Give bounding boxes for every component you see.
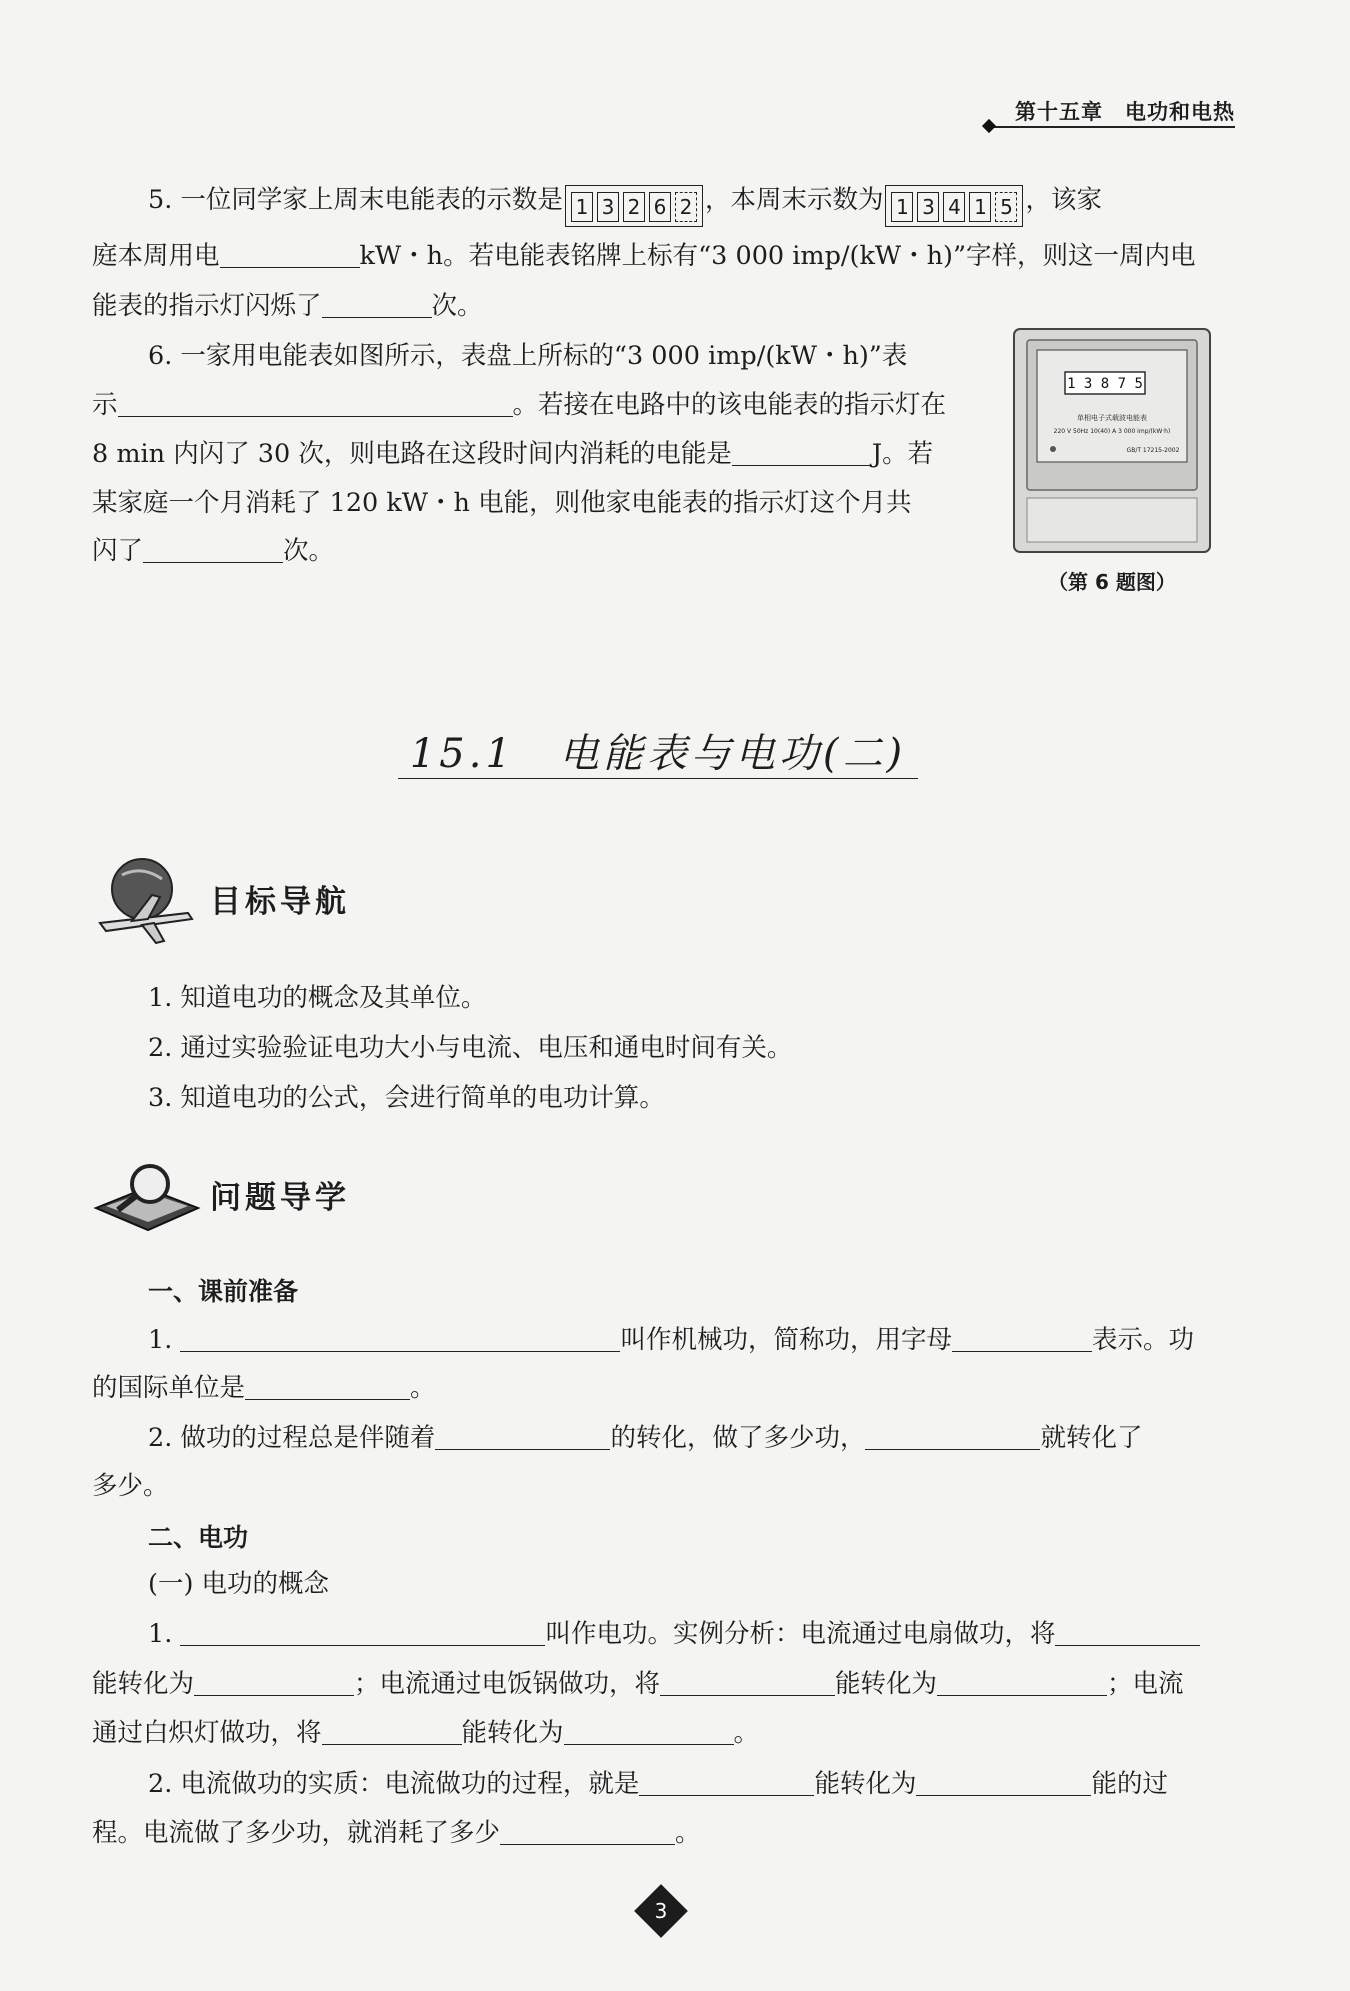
q6-line-3: 8 min 内闪了 30 次，则电路在这段时间内消耗的电能是 J。若	[92, 439, 934, 469]
answer-blank[interactable]	[639, 1769, 814, 1796]
work-line-4: 2. 电流做功的实质：电流做功的过程，就是 能转化为 能的过	[148, 1769, 1168, 1799]
answer-blank[interactable]	[220, 241, 360, 268]
digit: 3	[597, 192, 619, 222]
digit: 6	[649, 192, 671, 222]
answer-blank[interactable]	[500, 1818, 675, 1845]
answer-blank[interactable]	[194, 1669, 354, 1696]
subsection-title: (一) 电功的概念	[148, 1569, 330, 1599]
work-line-3: 通过白炽灯做功，将 能转化为 。	[92, 1718, 760, 1748]
answer-blank[interactable]	[937, 1669, 1107, 1696]
answer-blank[interactable]	[322, 1718, 462, 1745]
electricity-meter-icon	[1013, 328, 1211, 553]
goal-item: 1. 知道电功的概念及其单位。	[148, 983, 487, 1013]
goals-heading: 目标导航	[210, 884, 350, 920]
answer-blank[interactable]	[143, 536, 283, 563]
answer-blank[interactable]	[952, 1325, 1092, 1352]
answer-blank[interactable]	[916, 1769, 1091, 1796]
answer-blank[interactable]	[660, 1669, 835, 1696]
answer-blank[interactable]	[322, 291, 432, 318]
prep-line-3: 2. 做功的过程总是伴随着 的转化，做了多少功， 就转化了	[148, 1423, 1143, 1453]
goal-item: 2. 通过实验验证电功大小与电流、电压和通电时间有关。	[148, 1033, 793, 1063]
answer-blank[interactable]	[118, 390, 513, 417]
prep-line-2: 的国际单位是 。	[92, 1373, 436, 1403]
answer-blank[interactable]	[564, 1718, 734, 1745]
page-number-text: 3	[654, 1899, 668, 1923]
q5-line-1: 5. 一位同学家上周末电能表的示数是 1 3 2 6 2 ，本周末示数为 1 3 4 1 5 ，该家	[148, 182, 1102, 227]
work-line-2: 能转化为 ；电流通过电饭锅做功，将 能转化为 ；电流	[92, 1669, 1184, 1699]
digit: 4	[943, 192, 965, 222]
prep-line-1: 1. 叫作机械功，简称功，用字母 表示。功	[148, 1325, 1194, 1355]
electricity-meter-figure	[1013, 328, 1211, 553]
q6-line-2: 示 。若接在电路中的该电能表的指示灯在	[92, 390, 947, 420]
airplane-globe-icon	[92, 855, 202, 945]
digit: 1	[571, 192, 593, 222]
digit: 2	[623, 192, 645, 222]
meter-reading-last-week	[565, 185, 703, 227]
guide-heading: 问题导学	[210, 1180, 350, 1216]
meter-spec: 220 V 50Hz 10(40) A 3 000 imp/(kW·h)	[1053, 428, 1171, 435]
work-line-1: 1. 叫作电功。实例分析：电流通过电扇做功，将	[148, 1616, 1200, 1652]
chapter-header	[990, 96, 1235, 130]
answer-blank[interactable]	[1055, 1619, 1200, 1646]
header-rule	[990, 126, 1235, 128]
answer-blank[interactable]	[180, 1619, 545, 1646]
meter-display: 1 3 8 7 5	[1067, 376, 1143, 392]
section-title: 二、电功	[148, 1523, 249, 1552]
figure-caption: （第 6 题图）	[1048, 570, 1176, 594]
q6-line-5: 闪了 次。	[92, 536, 335, 566]
digit: 1	[891, 192, 913, 222]
meter-label: 单相电子式载波电能表	[1077, 414, 1147, 422]
diamond-icon	[982, 119, 996, 133]
work-line-5: 程。电流做了多少功，就消耗了多少 。	[92, 1818, 701, 1848]
answer-blank[interactable]	[435, 1423, 610, 1450]
section-title: 一、课前准备	[148, 1277, 299, 1306]
answer-blank[interactable]	[245, 1373, 410, 1400]
page-number	[642, 1892, 680, 1930]
digit-decimal: 2	[675, 192, 697, 222]
chapter-title: 第十五章 电功和电热	[1015, 100, 1235, 124]
q5-line-2: 庭本周用电 kW・h。若电能表铭牌上标有“3 000 imp/(kW・h)”字样，则这一周内电	[92, 241, 1196, 271]
goal-item: 3. 知道电功的公式，会进行简单的电功计算。	[148, 1083, 665, 1113]
meter-reading-this-week	[885, 185, 1023, 227]
digit: 1	[969, 192, 991, 222]
q6-line-4: 某家庭一个月消耗了 120 kW・h 电能，则他家电能表的指示灯这个月共	[92, 488, 912, 518]
answer-blank[interactable]	[732, 439, 872, 466]
magnifier-book-icon	[92, 1158, 202, 1238]
q5-line-3: 能表的指示灯闪烁了 次。	[92, 291, 483, 321]
answer-blank[interactable]	[180, 1325, 620, 1352]
title-underline	[398, 778, 918, 779]
meter-standard: GB/T 17215-2002	[1126, 447, 1180, 454]
lesson-title: 15.1 电能表与电功(二)	[409, 731, 907, 777]
digit-decimal: 5	[995, 192, 1017, 222]
answer-blank[interactable]	[865, 1423, 1040, 1450]
prep-line-4: 多少。	[92, 1471, 169, 1501]
q6-line-1: 6. 一家用电能表如图所示，表盘上所标的“3 000 imp/(kW・h)”表	[148, 341, 908, 371]
digit: 3	[917, 192, 939, 222]
